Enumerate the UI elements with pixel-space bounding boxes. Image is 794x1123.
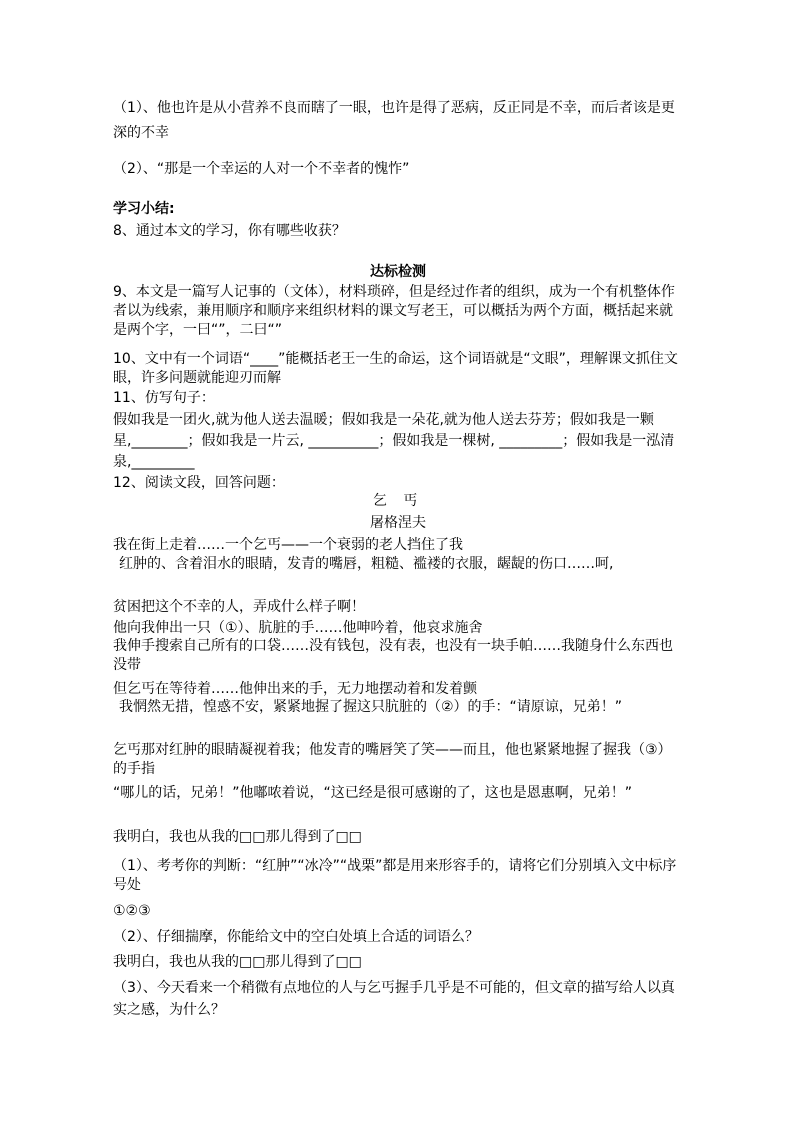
question-8: 8、通过本文的学习，你有哪些收获？ (113, 223, 346, 239)
poem-line: 我惘然无措，惶惑不安，紧紧地握了握这只肮脏的（②）的手：“请原谅，兄弟！” (119, 699, 623, 715)
sub-question-1: （1）、考考你的判断：“红肿”“冰冷”“战栗”都是用来形容手的，请将它们分别填入文中标序号处 (113, 858, 677, 893)
poem-line: “哪儿的话，兄弟！”他嘟哝着说，“这已经是很可感谢的了，这也是恩惠啊，兄弟！” (113, 785, 633, 801)
question-10: 10、文中有一个词语“____”能概括老王一生的命运，这个词语就是“文眼”，理解课文抓住文眼，许多问题就能迎刃而解 (113, 351, 678, 386)
poem-line: 我伸手搜索自己所有的口袋……没有钱包，没有表，也没有一块手帕……我随身什么东西也没带 (113, 638, 673, 673)
question-11: 11、仿写句子： (113, 390, 215, 406)
poem-line: 他向我伸出一只（①）、肮脏的手……他呻吟着，他哀求施舍 (113, 620, 483, 636)
question-part-2: （2）、“那是一个幸运的人对一个不幸者的愧怍” (113, 161, 410, 177)
sub-question-2: （2）、仔细揣摩，你能给文中的空白处填上合适的词语么？ (113, 929, 479, 945)
question-part-1: （1）、他也许是从小营养不良而瞎了一眼，也许是得了恶病，反正同是不幸，而后者该是更深的不幸 (113, 100, 675, 141)
question-9: 9、本文是一篇写人记事的（文体），材料琐碎，但是经过作者的组织，成为一个有机整体作者以为线索，兼用顺序和顺序来组织材料的课文写老王，可以概括为两个方面，概括起来就是两个字，一曰“”，二曰“” (113, 284, 675, 338)
sub-question-1-answer: ①②③ (113, 903, 151, 919)
sub-question-3: （3）、今天看来一个稍微有点地位的人与乞丐握手几乎是不可能的，但文章的描写给人以真实之感，为什么？ (113, 980, 675, 1018)
question-12: 12、阅读文段，回答问题： (113, 475, 285, 491)
poem-line: 我明白，我也从我的□□那儿得到了□□ (113, 829, 362, 845)
question-11-text: 假如我是一团火,就为他人送去温暖；假如我是一朵花,就为他人送去芬芳；假如我是一颗星,________；假如我是一片云, __________；假如我是一棵树, _________；假如我是一泓清泉,_________ (113, 412, 675, 470)
test-heading: 达标检测 (370, 264, 426, 280)
poem-line: 红肿的、含着泪水的眼睛，发青的嘴唇，粗糙、褴褛的衣服，龌龊的伤口……呵, (119, 556, 614, 572)
poem-line: 但乞丐在等待着……他伸出来的手，无力地摆动着和发着颤 (113, 681, 477, 697)
summary-heading: 学习小结: (113, 201, 175, 217)
poem-line: 我在街上走着……一个乞丐——一个衰弱的老人挡住了我 (113, 537, 463, 553)
poem-title: 乞 丐 (372, 493, 424, 509)
poem-line: 贫困把这个不幸的人，弄成什么样子啊！ (113, 599, 365, 615)
poem-author: 屠格涅夫 (370, 515, 426, 531)
poem-line: 乞丐那对红肿的眼睛凝视着我；他发青的嘴唇笑了笑——而且，他也紧紧地握了握我（③）的手指 (113, 742, 672, 777)
sub-question-2-line: 我明白，我也从我的□□那儿得到了□□ (113, 954, 362, 970)
